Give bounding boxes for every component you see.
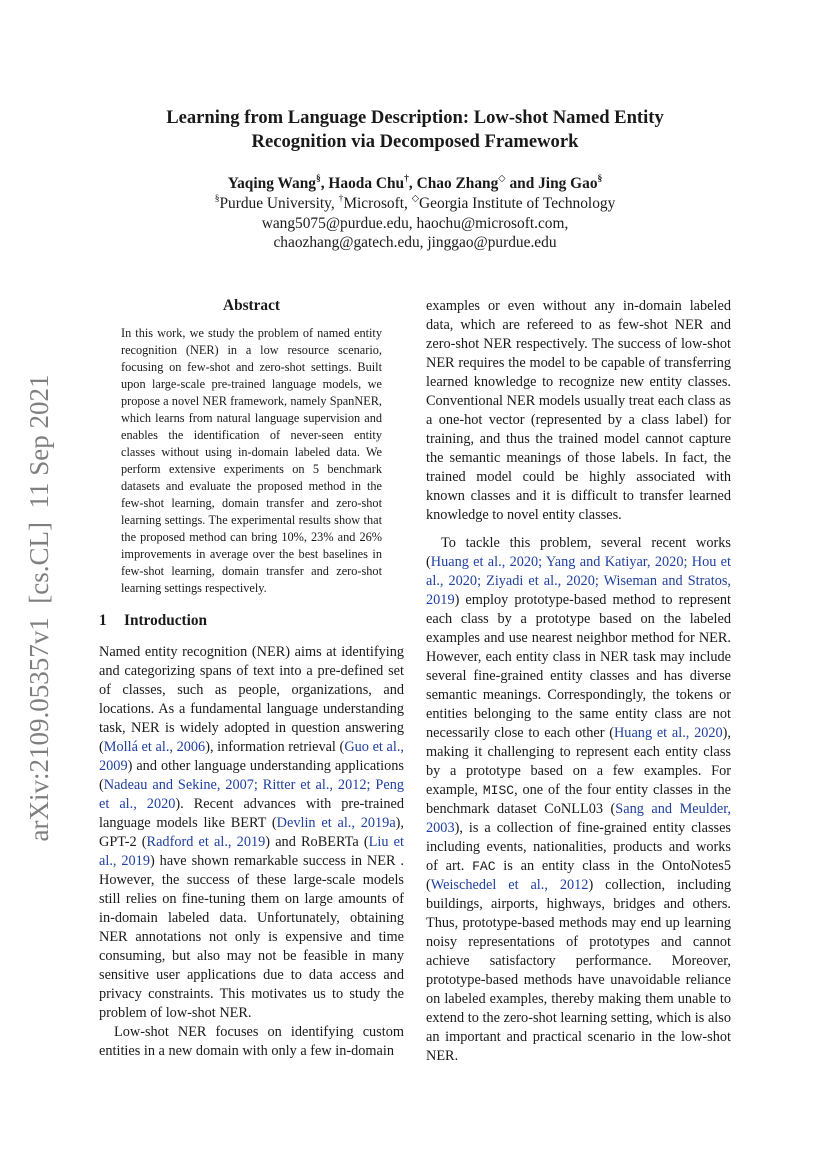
paragraph-text: ), GPT-2 ( [99,815,405,850]
author-separator: and [505,175,539,192]
email-list [100,214,730,252]
citation-link[interactable]: Huang et al., 2020; Yang and Katiyar, 2020; Hou et al., 2020; Ziyadi et al., 2020; Wiseman and Stratos, 2019 [426,554,731,608]
paper-title [100,106,730,154]
arxiv-stamp-text: arXiv:2109.05357v1 [cs.CL] 11 Sep 2021 [24,374,54,842]
affiliation-list [100,194,730,214]
email-line-2: chaozhang@gatech.edu, jinggao@purdue.edu [273,234,557,251]
author-name: Yaqing Wang [227,175,316,192]
section-heading-introduction [99,611,404,630]
paragraph-text: ) collection, including buildings, airports, highways, bridges and others. Thus, prototype-based methods may end up learning noisy representations of prototypes and cannot achieve satisfactory performance. Moreover, prototype-based methods have unavoidable reliance on labeled examples, thereby making them unable to extend to the zero-shot learning setting, which is also an important and practical scenario in the low-shot NER. [426,877,732,1064]
author-mark: § [597,173,603,184]
citation-link[interactable]: Liu et al., 2019 [99,834,404,869]
paragraph-text: ), is a collection of fine-grained entity classes including events, nationalities, products and works of art. [426,820,731,874]
affiliation-name: Georgia Institute of Technology [419,195,616,212]
author-mark: ◇ [498,173,506,184]
citation-link[interactable]: Sang and Meulder, 2003 [426,801,731,836]
section-title: Introduction [124,612,208,629]
paragraph-text: To tackle this problem, several recent works ( [426,535,731,570]
paragraph-text: ), information retrieval ( [205,739,345,755]
abstract-heading: Abstract [223,297,280,314]
title-line-2: Recognition via Decomposed Framework [251,131,579,152]
paragraph-text: Named entity recognition (NER) aims at identifying and categorizing spans of text into a pre-defined set of classes, such as people, organizations, and locations. As a fundamental language understanding task, NER is widely adopted in question answering ( [99,644,404,755]
affiliation-separator: , [330,195,339,212]
author-mark: § [315,173,321,184]
author-separator: , [320,175,329,192]
intro-paragraph-2-continued: examples or even without any in-domain labeled data, which are refereed to as few-shot NER and zero-shot NER respectively. The success of low-shot NER requires the model to be capable of transferring learned knowledge to recognize new entity classes. Conventional NER models usually treat each class as a one-hot vector (represented by a class label) for training, and thus the trained model cannot capture the semantic meanings of those labels. In fact, the trained model could be highly associated with known classes and it is difficult to transfer learned knowledge to novel entity classes. [426,298,731,523]
right-column [426,297,731,1066]
paragraph-text: ), making it challenging to represent each entity class by a prototype based on a few examples. For example, [426,725,732,798]
affiliation-name: Microsoft [343,195,405,212]
email-line-1: wang5075@purdue.edu, haochu@microsoft.com, [261,215,569,232]
affiliation-name: Purdue University [219,195,331,212]
paragraph-text: ) and RoBERTa ( [265,834,369,850]
paragraph-text: ) have shown remarkable success in NER . However, the success of these large-scale models still relies on fine-tuning them on large amounts of in-domain labeled data. Unfortunately, obtaining NER annotations not only is expensive and time consuming, but also may not be feasible in many sensitive user applications due to data access and privacy constraints. This motivates us to study the problem of low-shot NER. [99,853,404,1021]
arxiv-identifier-stamp [20,368,56,848]
section-number: 1 [99,612,107,629]
title-line-1: Learning from Language Description: Low-shot Named Entity [166,107,664,128]
affiliation-mark: ◇ [411,193,420,204]
affiliation-separator: , [404,195,412,212]
arxiv-stamp-svg [20,368,56,848]
author-separator: , [408,175,417,192]
citation-link[interactable]: Guo et al., 2009 [99,739,404,774]
author-mark: † [404,173,409,184]
left-column [99,296,404,1061]
citation-link[interactable]: Mollá et al., 2006 [103,739,206,755]
citation-link[interactable]: Huang et al., 2020 [613,725,723,741]
author-name: Jing Gao [538,175,598,192]
paragraph-text: ) and other language understanding applications ( [99,758,404,793]
paper-header [100,106,730,252]
author-name: Chao Zhang [416,175,499,192]
affiliation-mark: § [214,193,220,204]
intro-paragraph-3 [426,534,731,1066]
author-name: Haoda Chu [328,175,405,192]
paragraph-text: ). Recent advances with pre-trained language models like BERT ( [99,796,404,831]
intro-paragraph-2-start: Low-shot NER focuses on identifying custom entities in a new domain with only a few in-domain [99,1024,404,1059]
paragraph-text: ) employ prototype-based method to represent each class by a prototype based on the labeled examples and use nearest neighbor method for NER. However, each entity class in NER task may include several fine-grained entity classes and has diverse semantic meanings. Correspondingly, the tokens or entities belonging to the same entity class are not necessarily close to each other ( [426,592,731,741]
citation-link[interactable]: Nadeau and Sekine, 2007; Ritter et al., 2012; Peng et al., 2020 [99,777,404,812]
intro-paragraph-1 [99,643,404,1023]
author-list [100,174,730,194]
entity-class-code: MISC [482,783,515,798]
citation-link[interactable]: Radford et al., 2019 [146,834,266,850]
entity-class-code: FAC [472,859,496,874]
abstract-text: In this work, we study the problem of named entity recognition (NER) in a low resource scenario, focusing on few-shot and zero-shot settings. Built upon large-scale pre-trained language models, we propose a novel NER framework, namely SpanNER, which learns from natural language supervision and enables the identification of never-seen entity classes without using in-domain labeled data. We perform extensive experiments on 5 benchmark datasets and evaluate the proposed method in the few-shot learning, domain transfer and zero-shot learning settings. The experimental results show that the proposed method can bring 10%, 23% and 26% improvements in average over the best baselines in few-shot learning, domain transfer and zero-shot learning settings respectively. [121,326,382,595]
citation-link[interactable]: Devlin et al., 2019a [276,815,396,831]
citation-link[interactable]: Weischedel et al., 2012 [430,877,589,893]
affiliation-mark: † [338,193,344,204]
paragraph-text: , one of the four entity classes in the benchmark dataset CoNLL03 ( [426,782,731,817]
paragraph-text: is an entity class in the OntoNotes5 ( [426,858,731,893]
